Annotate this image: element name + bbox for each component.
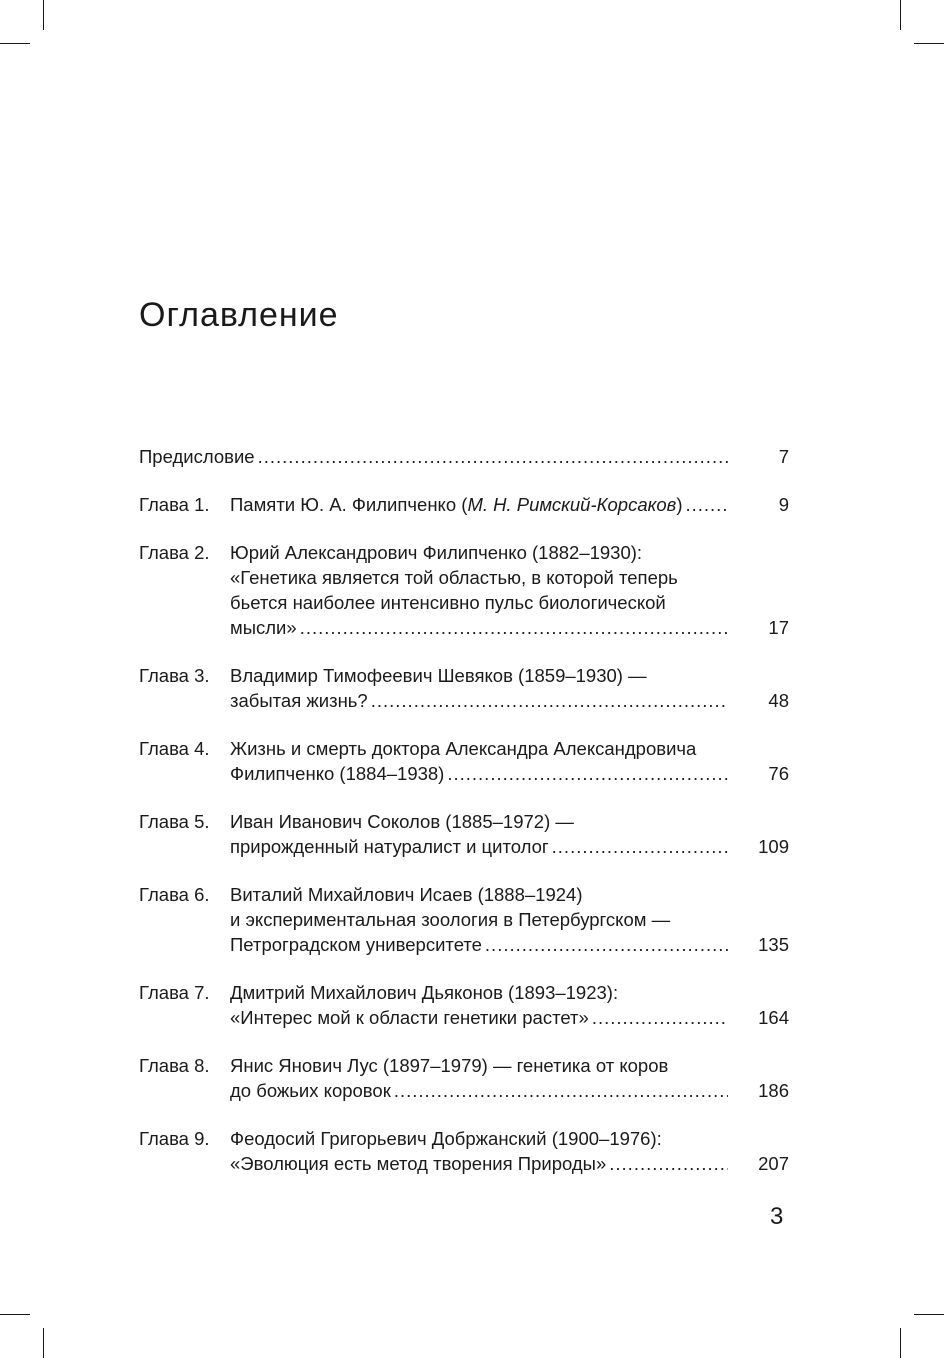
table-of-contents xyxy=(139,444,789,1199)
toc-chapter-label: Глава 8. xyxy=(139,1055,210,1076)
toc-title-line: Юрий Александрович Филипченко (1882–1930): xyxy=(230,542,643,563)
dot-leader xyxy=(685,492,728,517)
toc-title-last-line: «Интерес мой к области генетики растет» xyxy=(230,1007,589,1028)
toc-entry[interactable] xyxy=(139,663,789,713)
toc-title-last-line: «Эволюция есть метод творения Природы» xyxy=(230,1153,607,1174)
toc-title-last-line: Петроградском университете xyxy=(230,934,482,955)
toc-title-line: и экспериментальная зоология в Петербургском — xyxy=(230,909,671,930)
toc-title-text: Памяти Ю. А. Филипченко ( xyxy=(230,494,468,515)
toc-entry-title xyxy=(230,663,728,713)
toc-title-line: Жизнь и смерть доктора Александра Александровича xyxy=(230,738,697,759)
toc-entry-title xyxy=(230,736,728,786)
toc-title-last-line: мысли» xyxy=(230,617,297,638)
dot-leader xyxy=(447,761,728,786)
toc-chapter-label: Глава 7. xyxy=(139,982,210,1003)
toc-entry[interactable] xyxy=(139,1053,789,1103)
toc-title-line: Иван Иванович Соколов (1885–1972) — xyxy=(230,811,574,832)
toc-entry-title xyxy=(230,809,728,859)
toc-title-last-line: Филипченко (1884–1938) xyxy=(230,763,445,784)
toc-page-number: 48 xyxy=(768,690,789,711)
toc-entry-title xyxy=(230,1053,728,1103)
toc-entry[interactable] xyxy=(139,980,789,1030)
crop-mark-top-right-v xyxy=(900,0,901,30)
toc-chapter-label: Глава 6. xyxy=(139,884,210,905)
crop-mark-top-left-v xyxy=(43,0,44,30)
toc-entry-title xyxy=(230,980,728,1030)
toc-title-text: ) xyxy=(676,494,683,515)
toc-page-number: 9 xyxy=(778,494,789,515)
crop-mark-top-left-h xyxy=(0,43,30,44)
dot-leader xyxy=(609,1151,728,1176)
dot-leader xyxy=(485,932,728,957)
toc-entry-title xyxy=(139,444,728,469)
crop-mark-bottom-left-v xyxy=(43,1328,44,1358)
dot-leader xyxy=(258,444,728,469)
toc-title-last-line: Предисловие xyxy=(139,446,255,467)
toc-page-number: 186 xyxy=(758,1080,789,1101)
dot-leader xyxy=(592,1005,728,1030)
toc-chapter-label: Глава 3. xyxy=(139,665,210,686)
toc-title-last-line: до божьих коровок xyxy=(230,1080,391,1101)
toc-title-line: Янис Янович Лус (1897–1979) — генетика от коров xyxy=(230,1055,669,1076)
toc-entry-title xyxy=(230,540,728,640)
toc-page-number: 135 xyxy=(758,934,789,955)
toc-entry-title xyxy=(230,1126,728,1176)
crop-mark-bottom-right-h xyxy=(914,1314,944,1315)
crop-mark-bottom-right-v xyxy=(900,1328,901,1358)
crop-mark-top-right-h xyxy=(914,43,944,44)
toc-page-number: 109 xyxy=(758,836,789,857)
toc-page-number: 17 xyxy=(768,617,789,638)
toc-title-line: бьется наиболее интенсивно пульс биологической xyxy=(230,592,666,613)
crop-mark-bottom-left-h xyxy=(0,1314,30,1315)
toc-entry[interactable] xyxy=(139,1126,789,1176)
toc-page-number: 7 xyxy=(778,446,789,467)
toc-title-last-line: забытая жизнь? xyxy=(230,690,368,711)
toc-title-line: Дмитрий Михайлович Дьяконов (1893–1923): xyxy=(230,982,619,1003)
dot-leader xyxy=(552,834,728,859)
toc-chapter-label: Глава 2. xyxy=(139,542,210,563)
toc-chapter-label: Глава 5. xyxy=(139,811,210,832)
toc-entry-title xyxy=(230,492,728,517)
toc-page-number: 164 xyxy=(758,1007,789,1028)
toc-chapter-label: Глава 9. xyxy=(139,1128,210,1149)
toc-author-italic: М. Н. Римский-Корсаков xyxy=(467,494,677,515)
toc-entry[interactable] xyxy=(139,540,789,640)
toc-title-line: «Генетика является той областью, в которой теперь xyxy=(230,567,678,588)
toc-page-number: 207 xyxy=(758,1153,789,1174)
toc-entry-title xyxy=(230,882,728,957)
dot-leader xyxy=(371,688,728,713)
toc-title-last-line xyxy=(230,492,682,517)
toc-entry[interactable] xyxy=(139,809,789,859)
toc-entry[interactable] xyxy=(139,736,789,786)
toc-chapter-label: Глава 4. xyxy=(139,738,210,759)
toc-page-number: 76 xyxy=(768,763,789,784)
toc-title-line: Феодосий Григорьевич Добржанский (1900–1976): xyxy=(230,1128,662,1149)
dot-leader xyxy=(300,615,728,640)
toc-chapter-label: Глава 1. xyxy=(139,494,210,515)
toc-title-last-line: прирожденный натуралист и цитолог xyxy=(230,836,549,857)
page-title: Оглавление xyxy=(139,296,339,334)
dot-leader xyxy=(394,1078,728,1103)
toc-entry[interactable] xyxy=(139,882,789,957)
page-number: 3 xyxy=(770,1203,784,1230)
toc-entry[interactable] xyxy=(139,492,789,517)
toc-entry[interactable] xyxy=(139,444,789,469)
toc-title-line: Виталий Михайлович Исаев (1888–1924) xyxy=(230,884,583,905)
toc-title-line: Владимир Тимофеевич Шевяков (1859–1930) — xyxy=(230,665,647,686)
